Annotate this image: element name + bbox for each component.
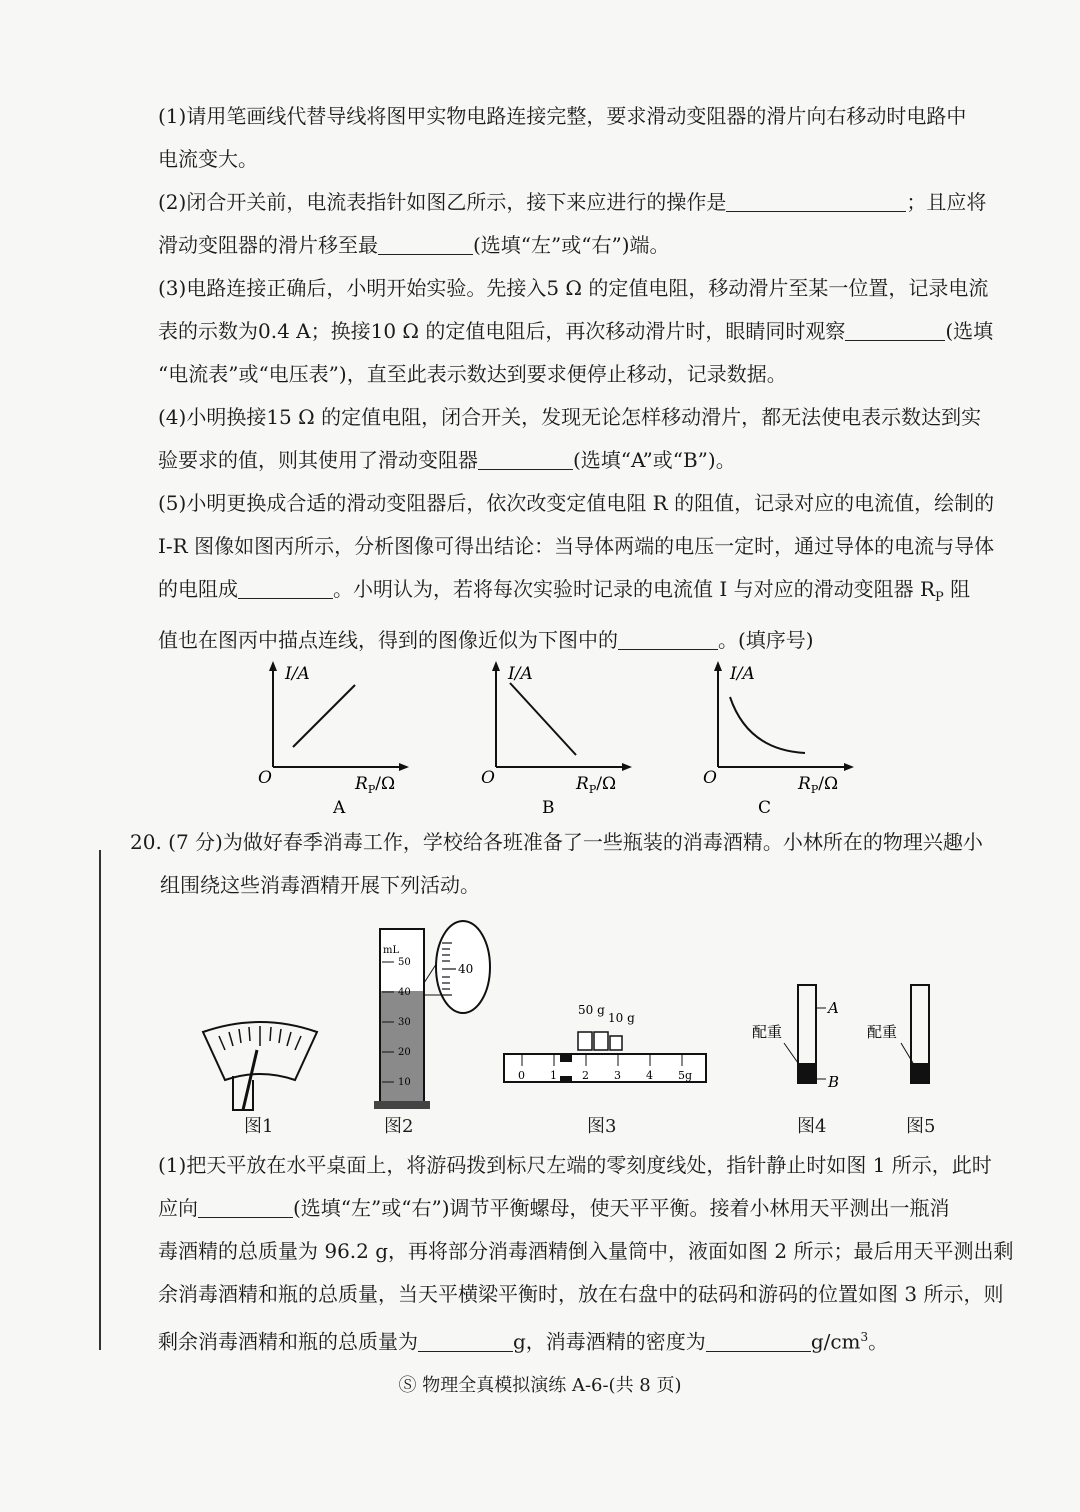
counterweight-fill <box>799 1063 815 1082</box>
leader-line <box>784 1043 798 1063</box>
rider <box>560 1054 572 1062</box>
q19-p5-line1: (5)小明更换成合适的滑动变阻器后，依次改变定值电阻 R 的阻值，记录对应的电流值，绘制的 <box>158 491 995 515</box>
rider-bottom <box>560 1076 572 1082</box>
x-arrow <box>399 763 409 771</box>
q19-p3-line3: “电流表”或“电压表”)，直至此表示数达到要求便停止移动，记录数据。 <box>158 362 787 386</box>
balance-pointer <box>243 1050 257 1110</box>
svg-text:30: 30 <box>398 1017 411 1028</box>
svg-text:2: 2 <box>582 1069 589 1082</box>
q19-p2-text-b: ；且应将 <box>906 190 987 214</box>
figure-5-densimeter <box>865 975 955 1095</box>
q19-p1-line2: 电流变大。 <box>158 147 258 171</box>
graph-curve <box>293 685 355 747</box>
q19-p2-line1 <box>158 181 987 224</box>
figure-1-caption: 图1 <box>244 1116 274 1137</box>
marker-b: B <box>828 1073 840 1091</box>
graph-option-b[interactable] <box>478 655 653 820</box>
figure-4-caption: 图4 <box>797 1116 827 1137</box>
answer-blank-meter[interactable] <box>845 318 945 341</box>
origin-label: O <box>258 768 272 788</box>
svg-text:40: 40 <box>398 987 411 998</box>
q20-p1-line3: 毒酒精的总质量为 96.2 g，再将部分消毒酒精倒入量筒中，液面如图 2 所示；最后用天平测出剩 <box>158 1239 1014 1263</box>
x-arrow <box>622 763 632 771</box>
question-20-part-1 <box>158 1144 1014 1364</box>
unit-superscript: 3 <box>860 1330 869 1344</box>
dial-ticks <box>219 1026 301 1050</box>
svg-text:50: 50 <box>398 957 411 968</box>
x-arrow <box>844 763 854 771</box>
q20-p1-text-d: g，消毒酒精的密度为 <box>513 1329 706 1354</box>
q19-p4-text-b: (选填“A”或“B”)。 <box>573 448 736 472</box>
counterweight-label: 配重 <box>752 1023 783 1041</box>
weight-50g-label: 50 g <box>578 1003 605 1017</box>
graph-label: B <box>542 798 555 818</box>
question-20-intro <box>130 821 990 907</box>
q19-p3-text-b: (选填 <box>945 319 994 343</box>
y-arrow <box>269 661 277 671</box>
counterweight-fill <box>912 1063 928 1082</box>
figure-5-caption: 图5 <box>906 1116 936 1137</box>
weight-50g-a <box>578 1032 592 1050</box>
svg-text:3: 3 <box>614 1069 621 1082</box>
graph-option-a[interactable] <box>255 655 430 820</box>
answer-blank-remaining-mass[interactable] <box>418 1329 513 1352</box>
y-arrow <box>714 661 722 671</box>
cylinder-base <box>374 1101 430 1109</box>
q20-p1-line2 <box>158 1187 980 1230</box>
weight-10g-label: 10 g <box>608 1011 635 1025</box>
y-axis-label: I/A <box>285 664 310 684</box>
q19-p5-text-b: 。小明认为，若将每次实验时记录的电流值 I 与对应的滑动变阻器 R <box>333 577 936 601</box>
graph-curve <box>510 683 576 755</box>
magnifier-value: 40 <box>458 962 474 976</box>
figure-2-caption: 图2 <box>384 1116 414 1137</box>
answer-blank-direction[interactable] <box>378 232 473 255</box>
graph-option-c[interactable] <box>700 655 875 820</box>
weight-50g-b <box>594 1032 608 1050</box>
origin-label: O <box>481 768 495 788</box>
q19-p5-line2: I-R 图像如图丙所示，分析图像可得出结论：当导体两端的电压一定时，通过导体的电流与导体 <box>158 534 995 558</box>
graph-label: C <box>758 798 772 818</box>
graph-label: A <box>333 798 346 818</box>
q19-p5-text-e: 。(填序号) <box>718 628 814 652</box>
scan-edge-line <box>99 850 101 1350</box>
q19-p5-line3 <box>158 568 980 619</box>
counterweight-label: 配重 <box>867 1023 898 1041</box>
q20-p1-text-b: (选填“左”或“右”)调节平衡螺母，使天平平衡。接着小林用天平测出一瓶消 <box>293 1196 950 1220</box>
answer-blank-rheostat[interactable] <box>478 447 573 470</box>
q19-p3-line1: (3)电路连接正确后，小明开始实验。先接入5 Ω 的定值电阻，移动滑片至某一位置，记录电流 <box>158 276 989 300</box>
figure-3-weights-and-scale <box>500 1000 710 1090</box>
y-axis-label: I/A <box>508 664 533 684</box>
q19-p2-text-a: (2)闭合开关前，电流表指针如图乙所示，接下来应进行的操作是 <box>158 190 727 214</box>
q20-p1-line1: (1)把天平放在水平桌面上，将游码拨到标尺左端的零刻度线处，指针静止时如图 1 所示，此时 <box>158 1153 992 1177</box>
graph-curve <box>730 697 805 753</box>
page-footer: Ⓢ 物理全真模拟演练 A-6-(共 8 页) <box>398 1375 682 1396</box>
svg-text:5g: 5g <box>678 1069 693 1082</box>
figure-3-caption: 图3 <box>587 1116 617 1137</box>
answer-blank-proportion[interactable] <box>238 576 333 599</box>
answer-blank-graph-choice[interactable] <box>618 627 718 650</box>
x-axis-label: $R_P/\Omega$ <box>576 774 617 796</box>
svg-text:0: 0 <box>518 1069 525 1082</box>
figure-4-densimeter <box>750 975 860 1095</box>
origin-label: O <box>703 768 717 788</box>
q20-p1-text-e: 。 <box>868 1329 889 1354</box>
answer-blank-density[interactable] <box>706 1329 811 1352</box>
q19-p2-text-d: (选填“左”或“右”)端。 <box>473 233 670 257</box>
q20-intro-line1: 20. (7 分)为做好春季消毒工作，学校给各班准备了一些瓶装的消毒酒精。小林所在的物理兴趣小 <box>130 830 983 854</box>
q20-p1-line5 <box>158 1316 980 1364</box>
question-19-parts <box>158 95 995 662</box>
figure-1-balance-pointer <box>195 1010 325 1115</box>
answer-blank-adjust-direction[interactable] <box>198 1195 293 1218</box>
q20-intro-line2: 组围绕这些消毒酒精开展下列活动。 <box>160 873 480 897</box>
q19-p5-text-c: 阻 <box>943 577 971 601</box>
svg-text:4: 4 <box>646 1069 653 1082</box>
marker-a: A <box>828 999 839 1017</box>
answer-blank-operation[interactable] <box>726 189 906 212</box>
weight-10g <box>610 1036 622 1050</box>
svg-text:20: 20 <box>398 1047 411 1058</box>
q19-p3-line2 <box>158 310 994 353</box>
q20-p1-text-a: 应向 <box>158 1196 198 1220</box>
q19-p3-text-a: 表的示数为0.4 A；换接10 Ω 的定值电阻后，再次移动滑片时，眼睛同时观察 <box>158 319 846 343</box>
q19-p1-line1: (1)请用笔画线代替导线将图甲实物电路连接完整，要求滑动变阻器的滑片向右移动时电路中 <box>158 104 967 128</box>
q19-p5-text-a: 的电阻成 <box>158 577 238 601</box>
y-axis-label: I/A <box>730 664 755 684</box>
q19-p2-text-c: 滑动变阻器的滑片移至最 <box>158 233 378 257</box>
scale-bar <box>504 1054 706 1082</box>
density-unit: g/cm <box>810 1329 861 1354</box>
x-axis-label: $R_P/\Omega$ <box>355 774 396 796</box>
svg-text:1: 1 <box>550 1069 557 1082</box>
q20-p1-line4: 余消毒酒精和瓶的总质量，当天平横梁平衡时，放在右盘中的砝码和游码的位置如图 3 所示，则 <box>158 1282 1004 1306</box>
x-axis-label: $R_P/\Omega$ <box>798 774 839 796</box>
q19-p2-line2 <box>158 224 980 267</box>
cylinder-unit: mL <box>383 945 400 956</box>
rp-subscript: P <box>935 590 944 605</box>
y-arrow <box>492 661 500 671</box>
q19-p4-line2 <box>158 439 980 482</box>
q19-p4-text-a: 验要求的值，则其使用了滑动变阻器 <box>158 448 478 472</box>
q19-p4-line1: (4)小明换接15 Ω 的定值电阻，闭合开关，发现无论怎样移动滑片，都无法使电表示数达到实 <box>158 405 982 429</box>
svg-text:10: 10 <box>398 1077 411 1088</box>
figure-2-graduated-cylinder <box>370 915 500 1115</box>
q19-p5-text-d: 值也在图丙中描点连线，得到的图像近似为下图中的 <box>158 628 618 652</box>
q20-p1-text-c: 剩余消毒酒精和瓶的总质量为 <box>158 1329 418 1354</box>
